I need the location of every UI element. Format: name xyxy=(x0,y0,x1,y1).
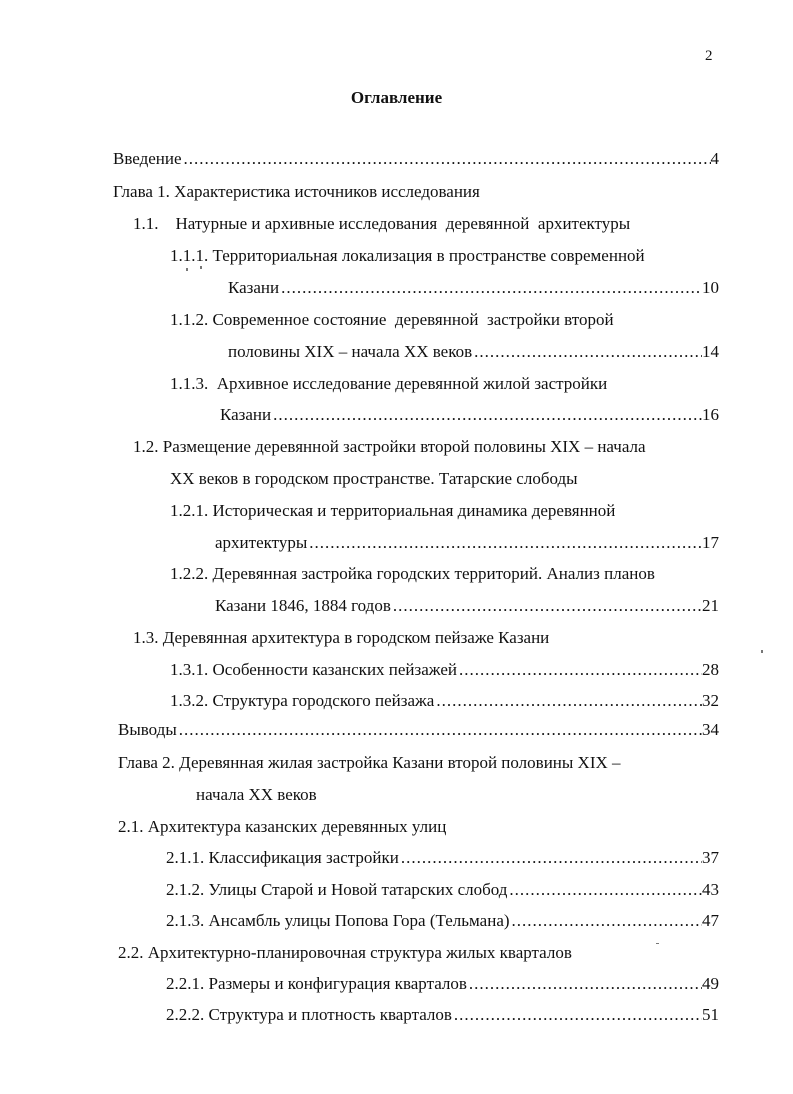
toc-entry-1-3-2[interactable] xyxy=(170,690,719,712)
toc-entry-1-1-1-cont[interactable] xyxy=(228,277,719,299)
toc-entry-page: 34 xyxy=(702,720,719,739)
toc-entry-conclusions[interactable] xyxy=(118,719,719,741)
toc-entry-1-1[interactable] xyxy=(133,213,630,235)
toc-leader xyxy=(391,595,702,617)
toc-entry-text: 1.3. Деревянная архитектура в городском пейзаже Казани xyxy=(133,628,550,647)
toc-entry-1-1-2-cont[interactable] xyxy=(228,341,719,363)
toc-leader xyxy=(279,277,702,299)
toc-entry-chapter-1[interactable] xyxy=(113,181,480,203)
scan-speck xyxy=(186,268,188,271)
toc-entry-text: 1.2.2. Деревянная застройка городских территорий. Анализ планов xyxy=(170,564,655,583)
toc-entry-page: 4 xyxy=(710,149,719,168)
scan-speck xyxy=(200,266,202,269)
toc-entry-text: 2.2. Архитектурно-планировочная структура жилых кварталов xyxy=(118,943,572,962)
toc-leader xyxy=(177,719,702,741)
toc-entry-1-1-1[interactable] xyxy=(170,245,645,267)
toc-leader xyxy=(452,1004,702,1026)
toc-entry-2-2-2[interactable] xyxy=(166,1004,719,1026)
toc-entry-1-2-2-cont[interactable] xyxy=(215,595,719,617)
toc-entry-text: Казани xyxy=(228,278,280,297)
toc-entry-1-2-cont[interactable] xyxy=(170,468,578,490)
toc-entry-2-1-3[interactable] xyxy=(166,910,719,932)
toc-entry-1-2[interactable] xyxy=(133,436,646,458)
toc-leader xyxy=(472,341,702,363)
toc-entry-1-1-2[interactable] xyxy=(170,309,614,331)
toc-entry-2-1-1[interactable] xyxy=(166,847,719,869)
toc-entry-text: Выводы xyxy=(118,720,177,739)
toc-entry-text: 1.3.2. Структура городского пейзажа xyxy=(170,691,435,710)
toc-entry-text: Введение xyxy=(113,149,182,168)
toc-entry-text: 1.2.1. Историческая и территориальная динамика деревянной xyxy=(170,501,616,520)
toc-entry-text: Глава 1. Характеристика источников исследования xyxy=(113,182,480,201)
toc-entry-text: 1.1.3. Архивное исследование деревянной жилой застройки xyxy=(170,374,608,393)
toc-entry-page: 49 xyxy=(702,974,719,993)
toc-leader xyxy=(307,532,702,554)
toc-entry-page: 37 xyxy=(702,848,719,867)
toc-entry-text: Казани xyxy=(220,405,272,424)
toc-entry-page: 14 xyxy=(702,342,719,361)
toc-entry-page: 17 xyxy=(702,533,719,552)
toc-entry-text: 1.1.1. Территориальная локализация в пространстве современной xyxy=(170,246,645,265)
toc-entry-text: 2.1. Архитектура казанских деревянных улиц xyxy=(118,817,447,836)
toc-leader xyxy=(507,879,702,901)
toc-entry-page: 16 xyxy=(702,405,719,424)
toc-entry-1-3-1[interactable] xyxy=(170,659,719,681)
page-title: Оглавление xyxy=(350,88,443,107)
page-number: 2 xyxy=(705,48,713,64)
toc-entry-text: начала XX веков xyxy=(196,785,317,804)
toc-entry-page: 28 xyxy=(702,660,719,679)
toc-entry-page: 51 xyxy=(702,1005,719,1024)
toc-entry-text: Глава 2. Деревянная жилая застройка Казани второй половины XIX – xyxy=(118,753,621,772)
toc-entry-text: архитектуры xyxy=(215,533,308,552)
toc-entry-page: 10 xyxy=(702,278,719,297)
toc-entry-chapter-2-cont[interactable] xyxy=(196,784,317,806)
toc-entry-1-3[interactable] xyxy=(133,627,549,649)
toc-leader xyxy=(467,973,702,995)
toc-entry-page: 47 xyxy=(702,911,719,930)
toc-entry-text: Казани 1846, 1884 годов xyxy=(215,596,391,615)
toc-entry-text: 1.2. Размещение деревянной застройки второй половины XIX – начала xyxy=(133,437,646,456)
toc-entry-text: 2.2.2. Структура и плотность кварталов xyxy=(166,1005,452,1024)
toc-entry-page: 32 xyxy=(702,691,719,710)
toc-entry-introduction[interactable] xyxy=(113,148,719,170)
toc-entry-text: 2.1.1. Классификация застройки xyxy=(166,848,399,867)
toc-entry-chapter-2[interactable] xyxy=(118,752,621,774)
toc-entry-page: 43 xyxy=(702,880,719,899)
toc-entry-1-2-2[interactable] xyxy=(170,563,655,585)
toc-leader xyxy=(457,659,702,681)
toc-entry-text: 1.1. Натурные и архивные исследования деревянной архитектуры xyxy=(133,214,631,233)
toc-leader xyxy=(182,148,711,170)
toc-entry-text: 2.1.2. Улицы Старой и Новой татарских слобод xyxy=(166,880,508,899)
toc-entry-1-1-3[interactable] xyxy=(170,373,607,395)
toc-entry-text: 2.2.1. Размеры и конфигурация кварталов xyxy=(166,974,467,993)
toc-entry-2-2[interactable] xyxy=(118,942,572,964)
toc-entry-2-2-1[interactable] xyxy=(166,973,719,995)
toc-entry-text: 1.3.1. Особенности казанских пейзажей xyxy=(170,660,457,679)
toc-entry-text: 1.1.2. Современное состояние деревянной застройки второй xyxy=(170,310,614,329)
toc-entry-1-2-1-cont[interactable] xyxy=(215,532,719,554)
toc-entry-1-1-3-cont[interactable] xyxy=(220,404,719,426)
toc-entry-2-1[interactable] xyxy=(118,816,446,838)
toc-leader xyxy=(399,847,702,869)
toc-entry-text: половины XIX – начала XX веков xyxy=(228,342,473,361)
scan-speck xyxy=(761,650,763,653)
toc-leader xyxy=(434,690,702,712)
scan-speck xyxy=(656,943,659,944)
toc-entry-2-1-2[interactable] xyxy=(166,879,719,901)
toc-entry-text: 2.1.3. Ансамбль улицы Попова Гора (Тельмана) xyxy=(166,911,510,930)
toc-entry-1-2-1[interactable] xyxy=(170,500,615,522)
toc-entry-page: 21 xyxy=(702,596,719,615)
toc-entry-text: XX веков в городском пространстве. Татарские слободы xyxy=(170,469,578,488)
toc-leader xyxy=(271,404,702,426)
toc-leader xyxy=(510,910,702,932)
